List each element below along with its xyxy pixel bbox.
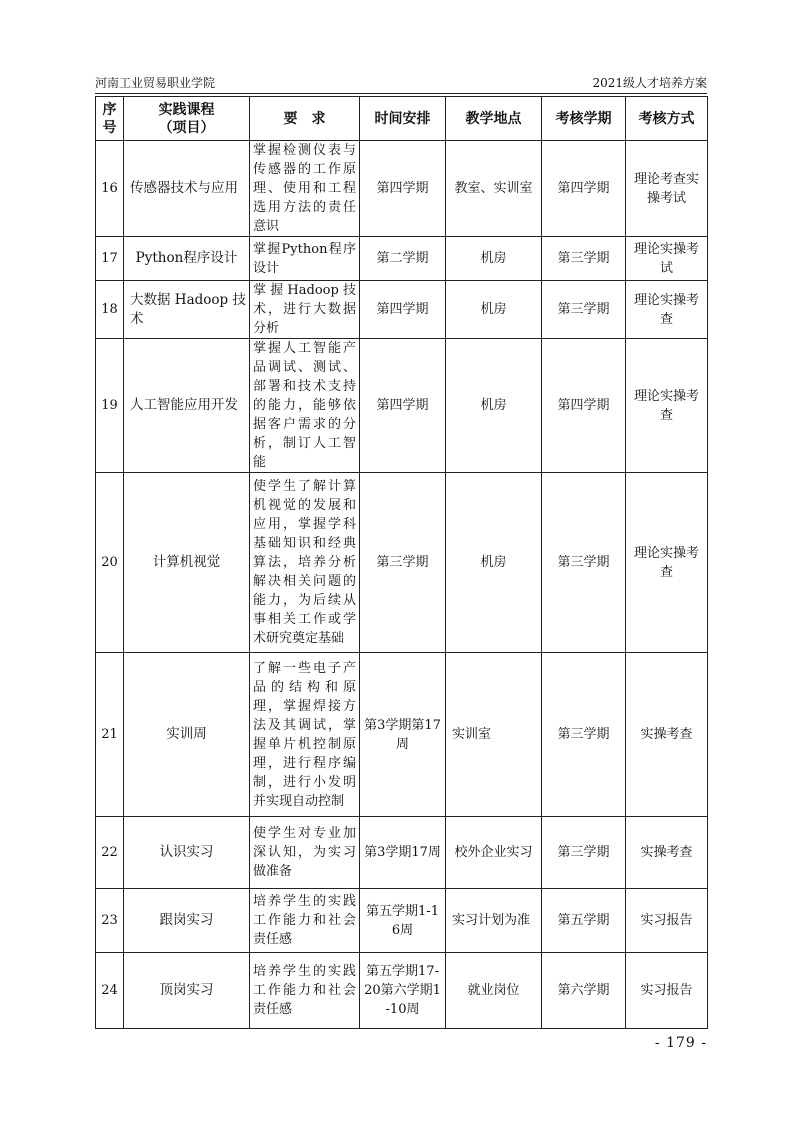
row-time: 第3学期17周 (360, 817, 446, 889)
row-requirement: 使学生了解计算机视觉的发展和应用，掌握学科基础知识和经典算法，培养分析解决相关问题的能力，为后续从事相关工作或学术研究奠定基础 (250, 473, 360, 653)
row-requirement: 培养学生的实践工作能力和社会责任感 (250, 953, 360, 1029)
row-term: 第三学期 (542, 473, 626, 653)
row-no: 21 (96, 653, 124, 817)
table-row (96, 953, 708, 1029)
row-method: 理论实操考试 (626, 237, 708, 281)
row-no: 20 (96, 473, 124, 653)
row-method: 实习报告 (626, 889, 708, 953)
col-header-no-line2: 号 (102, 119, 117, 136)
row-no: 18 (96, 281, 124, 339)
header-doc-title: 2021级人才培养方案 (592, 76, 707, 90)
row-no: 17 (96, 237, 124, 281)
row-time: 第四学期 (360, 141, 446, 237)
row-no: 23 (96, 889, 124, 953)
row-no: 19 (96, 339, 124, 473)
row-course: 跟岗实习 (124, 889, 250, 953)
row-place: 就业岗位 (446, 953, 542, 1029)
col-header-requirement: 要 求 (250, 97, 360, 141)
row-time: 第五学期17-20第六学期1-10周 (360, 953, 446, 1029)
row-method: 实习报告 (626, 953, 708, 1029)
col-header-place: 教学地点 (446, 97, 542, 141)
row-place: 实习计划为准 (446, 889, 542, 953)
header-divider (95, 93, 707, 94)
row-no: 16 (96, 141, 124, 237)
row-course: 顶岗实习 (124, 953, 250, 1029)
col-header-no-line1: 序 (102, 101, 117, 118)
table-row (96, 141, 708, 237)
row-requirement: 使学生对专业加深认知，为实习做准备 (250, 817, 360, 889)
row-requirement: 培养学生的实践工作能力和社会责任感 (250, 889, 360, 953)
row-time: 第二学期 (360, 237, 446, 281)
practice-course-table (95, 96, 708, 1029)
row-course: 计算机视觉 (124, 473, 250, 653)
row-requirement: 掌握Hadoop技术，进行大数据分析 (250, 281, 360, 339)
row-place: 机房 (446, 281, 542, 339)
row-course: 人工智能应用开发 (124, 339, 250, 473)
col-header-course-line2: （项目） (158, 119, 215, 136)
col-header-method: 考核方式 (626, 97, 708, 141)
page-header (95, 74, 707, 92)
row-method: 实操考查 (626, 817, 708, 889)
row-requirement: 掌握Python程序设计 (250, 237, 360, 281)
table-row (96, 653, 708, 817)
row-time: 第四学期 (360, 339, 446, 473)
row-time: 第3学期第17周 (360, 653, 446, 817)
row-course: 认识实习 (124, 817, 250, 889)
row-term: 第四学期 (542, 339, 626, 473)
row-place: 机房 (446, 473, 542, 653)
row-place: 教室、实训室 (446, 141, 542, 237)
row-term: 第三学期 (542, 653, 626, 817)
row-no: 24 (96, 953, 124, 1029)
table-row (96, 339, 708, 473)
row-time: 第三学期 (360, 473, 446, 653)
row-term: 第五学期 (542, 889, 626, 953)
table-row (96, 817, 708, 889)
row-method: 理论实操考查 (626, 339, 708, 473)
row-term: 第三学期 (542, 281, 626, 339)
row-method: 理论实操考查 (626, 473, 708, 653)
row-no: 22 (96, 817, 124, 889)
row-requirement: 掌握人工智能产品调试、测试、部署和技术支持的能力，能够依据客户需求的分析，制订人工智能 (250, 339, 360, 473)
row-time: 第五学期1-16周 (360, 889, 446, 953)
row-place: 机房 (446, 237, 542, 281)
table-row (96, 281, 708, 339)
row-course: 实训周 (124, 653, 250, 817)
row-term: 第三学期 (542, 817, 626, 889)
table-row (96, 889, 708, 953)
row-place: 校外企业实习 (446, 817, 542, 889)
row-term: 第六学期 (542, 953, 626, 1029)
header-school: 河南工业贸易职业学院 (95, 76, 216, 90)
row-time: 第四学期 (360, 281, 446, 339)
row-place: 机房 (446, 339, 542, 473)
row-term: 第三学期 (542, 237, 626, 281)
table-row (96, 237, 708, 281)
table-row (96, 473, 708, 653)
page-number: - 179 - (654, 1035, 707, 1051)
col-header-no (96, 97, 124, 141)
row-term: 第四学期 (542, 141, 626, 237)
row-method: 理论实操考查 (626, 281, 708, 339)
row-method: 理论考查实操考试 (626, 141, 708, 237)
row-place: 实训室 (446, 653, 542, 817)
row-course: 大数据 Hadoop 技术 (124, 281, 250, 339)
row-course: 传感器技术与应用 (124, 141, 250, 237)
col-header-time: 时间安排 (360, 97, 446, 141)
col-header-course (124, 97, 250, 141)
row-method: 实操考查 (626, 653, 708, 817)
col-header-course-line1: 实践课程 (158, 101, 215, 118)
table-header-row (96, 97, 708, 141)
col-header-term: 考核学期 (542, 97, 626, 141)
row-requirement: 掌握检测仪表与传感器的工作原理、使用和工程选用方法的责任意识 (250, 141, 360, 237)
row-course: Python程序设计 (124, 237, 250, 281)
row-requirement: 了解一些电子产品的结构和原理，掌握焊接方法及其调试，掌握单片机控制原理，进行程序编制，进行小发明并实现自动控制 (250, 653, 360, 817)
